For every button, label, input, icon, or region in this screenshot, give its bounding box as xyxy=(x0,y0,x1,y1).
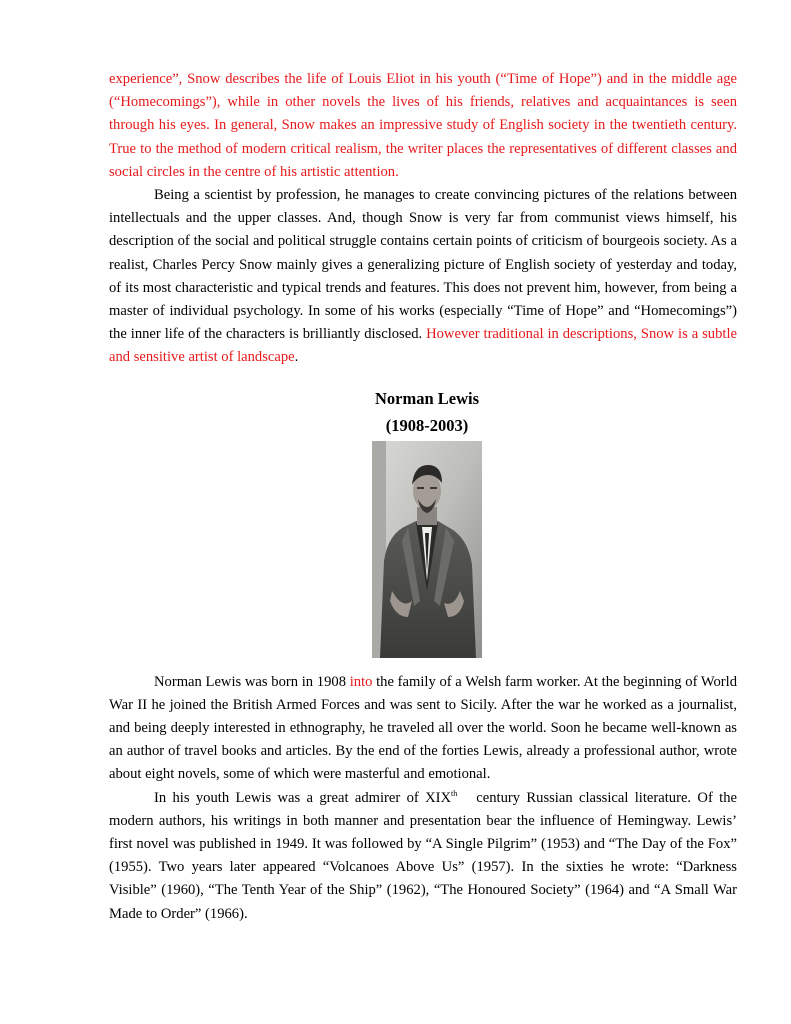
paragraph-lewis-works xyxy=(109,787,741,926)
portrait-photo xyxy=(372,441,482,658)
document-page xyxy=(109,68,741,926)
highlighted-word: into xyxy=(349,673,373,690)
highlighted-text: experience”, Snow describes the life of Louis Eliot in his youth (“Time of Hope”) and in the middle age (“Homecomings”), while in other novels the lives of his friends, relatives and acquaintances is seen through his eyes. In general, Snow makes an impressive study of English society in the twentieth century. True to the method of modern critical realism, the writer places the representatives of different classes and social circles in the centre of his artistic attention. xyxy=(109,71,737,180)
body-text: In his youth Lewis was a great admirer of XIX xyxy=(154,789,452,806)
section-heading-dates: (1908-2003) xyxy=(385,415,469,435)
body-text: Being a scientist by profession, he manages to create convincing pictures of the relations between intellectuals and the upper classes. And, though Snow is very far from communist views himself, his description of the social and political struggle contains certain points of criticism of bourgeois society. As a realist, Charles Percy Snow mainly gives a generalizing picture of English society of yesterday and today, of its most characteristic and typical trends and features. This does not prevent him, however, from being a master of individual psychology. In some of his works (especially “Time of Hope” and “Homecomings”) the inner life of the characters is brilliantly disclosed. xyxy=(109,187,737,343)
body-text: the family of a Welsh farm worker. At the beginning of World War II he joined the British Armed Forces and was sent to Sicily. After the war he worked as a journalist, and being deeply interested in ethnography, he traveled all over the world. Soon he became well-known as an author of travel books and articles. By the end of the forties Lewis, already a professional author, wrote about eight novels, some of which were masterful and emotional. xyxy=(109,673,737,783)
paragraph-lewis-biography xyxy=(109,671,737,787)
superscript: th xyxy=(451,788,458,798)
paragraph-snow-novels xyxy=(109,68,737,184)
portrait-photo-container xyxy=(117,441,737,658)
body-text: century Russian classical literature. Of the modern authors, his writings in both manner and presentation bear the influence of Hemingway. Lewis’ first novel was published in 1949. It was followed by “A Single Pilgrim” (1953) and “The Day of the Fox” (1955). Two years later appeared “Volcanoes Above Us” (1957). In the sixties he wrote: “Darkness Visible” (1960), “The Tenth Year of the Ship” (1962), “The Honoured Society” (1964) and “A Small War Made to Order” (1966). xyxy=(109,789,741,922)
highlighted-text: However traditional in descriptions, Snow is a subtle and sensitive artist of landscape xyxy=(109,326,737,366)
section-heading-name: Norman Lewis xyxy=(374,388,480,408)
paragraph-snow-scientist xyxy=(109,184,737,370)
body-text: . xyxy=(294,349,299,366)
body-text: Norman Lewis was born in 1908 xyxy=(154,673,350,690)
